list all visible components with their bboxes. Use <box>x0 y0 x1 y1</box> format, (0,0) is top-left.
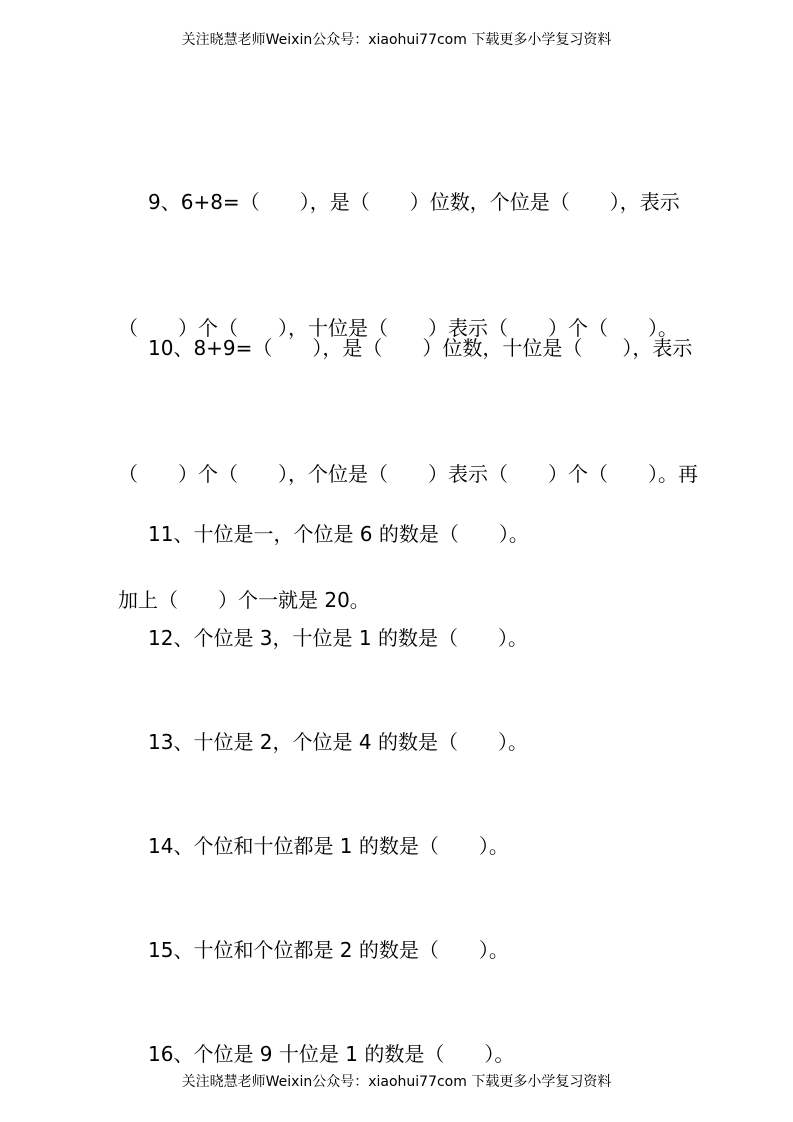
question-14-line-1: 14、个位和十位都是 1 的数是（ ）。 <box>148 834 509 858</box>
question-16-line-1: 16、个位是 9 十位是 1 的数是（ ）。 <box>148 1042 515 1066</box>
question-9-line-2: （ ）个（ ），十位是（ ）表示（ ）个（ ）。 <box>118 316 678 340</box>
question-11-line-1: 11、十位是一，个位是 6 的数是（ ）。 <box>148 522 529 546</box>
question-10-line-1: 10、8+9=（ ），是（ ）位数，十位是（ ），表示 <box>148 336 693 360</box>
question-10-line-2: （ ）个（ ），个位是（ ）表示（ ）个（ ）。再 <box>118 462 698 486</box>
question-13-line-1: 13、十位是 2，个位是 4 的数是（ ）。 <box>148 730 528 754</box>
question-12-line-1: 12、个位是 3，十位是 1 的数是（ ）。 <box>148 626 528 650</box>
question-15-line-1: 15、十位和个位都是 2 的数是（ ）。 <box>148 938 509 962</box>
question-10-line-3: 加上（ ）个一就是 20。 <box>118 588 370 612</box>
page-footer: 关注晓慧老师Weixin公众号：xiaohui77com 下载更多小学复习资料 <box>181 1074 612 1090</box>
page-header: 关注晓慧老师Weixin公众号：xiaohui77com 下载更多小学复习资料 <box>181 32 612 48</box>
question-9-line-1: 9、6+8=（ ），是（ ）位数，个位是（ ），表示 <box>148 190 680 214</box>
